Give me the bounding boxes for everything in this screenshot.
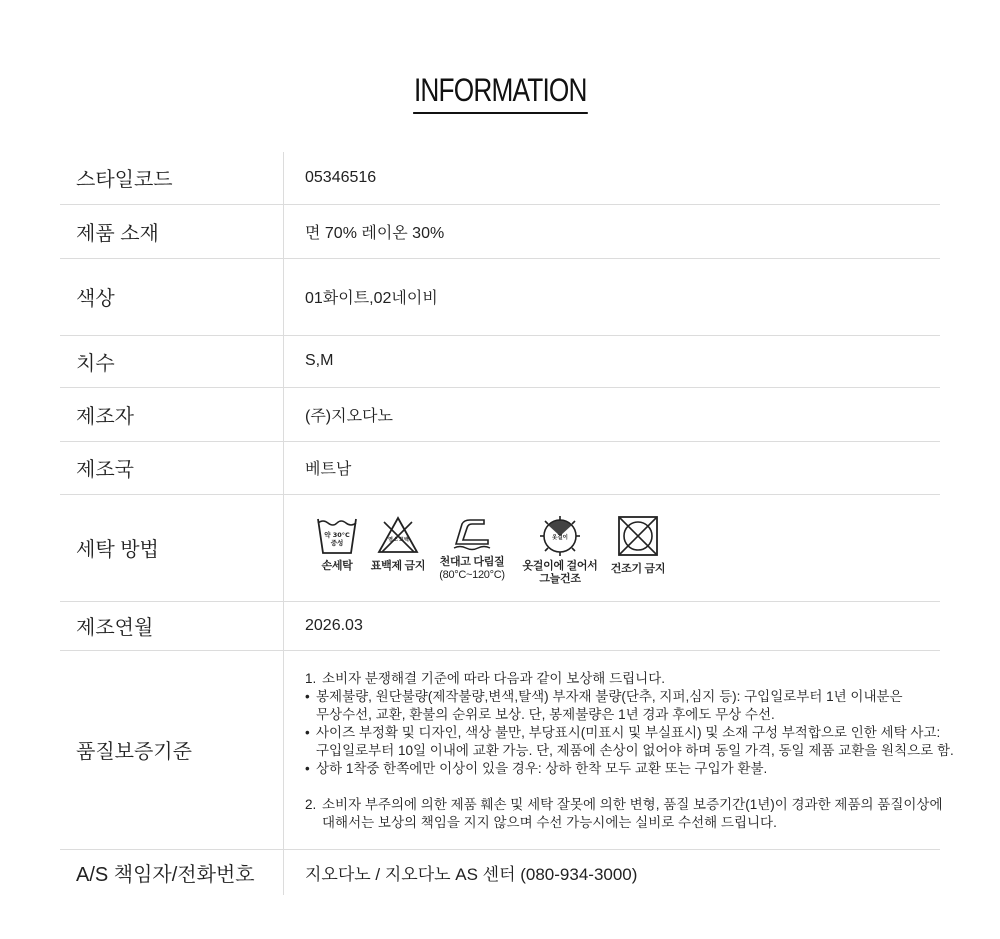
row-label: 스타일코드 xyxy=(60,152,284,204)
quality-text-line: 소비자 부주의에 의한 제품 훼손 및 세탁 잘못에 의한 변형, 품질 보증기간(1년)이 경과한 제품의 품질이상에 xyxy=(322,796,943,812)
row-color xyxy=(60,258,940,335)
no-bleach-text-chlorine: 염소 xyxy=(388,536,398,543)
row-manufacturer xyxy=(60,387,940,441)
row-label: 색상 xyxy=(60,258,284,335)
list-number: 2. xyxy=(305,796,317,812)
quality-item-1 xyxy=(305,670,940,688)
row-value: 면 70% 레이온 30% xyxy=(284,204,941,258)
quality-text-line: 소비자 분쟁해결 기준에 따라 다음과 같이 보상해 드립니다. xyxy=(322,670,665,686)
bullet: • xyxy=(305,688,310,704)
care-label: 건조기 금지 xyxy=(610,562,666,575)
care-item-no-bleach xyxy=(369,514,427,573)
iron-cloth-icon xyxy=(450,514,494,554)
care-label-2: 그늘건조 xyxy=(539,572,581,585)
hand-wash-icon xyxy=(315,514,359,556)
care-item-no-tumble-dry xyxy=(603,514,673,576)
row-value: (주)지오다노 xyxy=(284,387,941,441)
row-label: 세탁 방법 xyxy=(60,494,284,601)
hanger-text: 옷걸이 xyxy=(552,534,568,541)
hand-wash-detergent-text: 중성 xyxy=(330,538,344,547)
row-material xyxy=(60,204,940,258)
care-item-hanger-dry xyxy=(517,514,603,586)
row-value: 2026.03 xyxy=(284,601,941,650)
row-quality xyxy=(60,650,940,849)
row-as xyxy=(60,849,940,895)
row-washing xyxy=(60,494,940,601)
row-label: 치수 xyxy=(60,335,284,387)
row-size xyxy=(60,335,940,387)
row-value: 지오다노 / 지오다노 AS 센터 (080-934-3000) xyxy=(284,849,941,895)
row-label: A/S 책임자/전화번호 xyxy=(60,849,284,895)
care-label-temp: (80°C~120°C) xyxy=(439,568,505,581)
quality-text-line: 봉제불량, 원단불량(제작불량,변색,탈색) 부자재 불량(단추, 지퍼,심지 등): 구입일로부터 1년 이내분은 xyxy=(316,688,903,704)
row-label: 제품 소재 xyxy=(60,204,284,258)
row-value: 01화이트,02네이비 xyxy=(284,258,941,335)
quality-text xyxy=(305,668,954,832)
care-label: 손세탁 xyxy=(321,559,353,572)
page-title-wrap xyxy=(0,70,1000,114)
care-label: 표백제 금지 xyxy=(370,559,426,572)
bullet: • xyxy=(305,760,310,776)
row-label: 제조자 xyxy=(60,387,284,441)
no-bleach-icon xyxy=(376,514,420,556)
quality-item-2 xyxy=(305,796,943,814)
quality-bullet-1 xyxy=(305,688,940,706)
washing-icons-cell xyxy=(284,494,941,601)
care-item-iron xyxy=(427,514,517,582)
row-value: 05346516 xyxy=(305,168,377,186)
row-date xyxy=(60,601,940,650)
bullet: • xyxy=(305,724,310,740)
care-label: 옷걸이에 걸어서 xyxy=(522,559,598,572)
page-title: INFORMATION xyxy=(413,70,587,114)
quality-item-2-cont: 대해서는 보상의 책임을 지지 않으며 수선 가능시에는 실비로 수선해 드립니다. xyxy=(322,814,777,830)
quality-text-line: 사이즈 부정확 및 디자인, 색상 불만, 부당표시(미표시 및 부실표시) 및 소재 구성 부적합으로 인한 세탁 사고: xyxy=(316,724,941,740)
quality-bullet-2 xyxy=(305,724,940,742)
info-table xyxy=(60,152,954,895)
hanger-shade-dry-icon xyxy=(538,514,582,558)
quality-bullet-2-cont: 구입일로부터 10일 이내에 교환 가능. 단, 제품에 손상이 없어야 하며 동일 가격, 동일 제품 교환을 원칙으로 함. xyxy=(316,742,954,758)
row-country xyxy=(60,441,940,494)
no-bleach-text-bleach: 표백 xyxy=(399,536,409,543)
row-label: 제조연월 xyxy=(60,601,284,650)
quality-text-cell xyxy=(284,650,954,849)
row-label: 품질보증기준 xyxy=(60,650,284,849)
hand-wash-temp-text: 약 30°C xyxy=(324,530,350,539)
list-number: 1. xyxy=(305,670,317,686)
row-value: S,M xyxy=(284,335,941,387)
care-icons xyxy=(305,510,940,586)
row-value: 베트남 xyxy=(284,441,941,494)
quality-bullet-3 xyxy=(305,760,940,778)
no-tumble-dry-icon xyxy=(616,514,660,558)
quality-text-line: 상하 1착중 한쪽에만 이상이 있을 경우: 상하 한착 모두 교환 또는 구입가 환불. xyxy=(316,760,768,776)
spacer xyxy=(305,778,940,796)
care-item-hand-wash xyxy=(305,514,369,573)
quality-bullet-1-cont: 무상수선, 교환, 환불의 순위로 보상. 단, 봉제불량은 1년 경과 후에도 무상 수선. xyxy=(316,706,775,722)
care-label: 천대고 다림질 xyxy=(439,555,505,568)
row-label: 제조국 xyxy=(60,441,284,494)
row-style-code xyxy=(60,152,940,204)
